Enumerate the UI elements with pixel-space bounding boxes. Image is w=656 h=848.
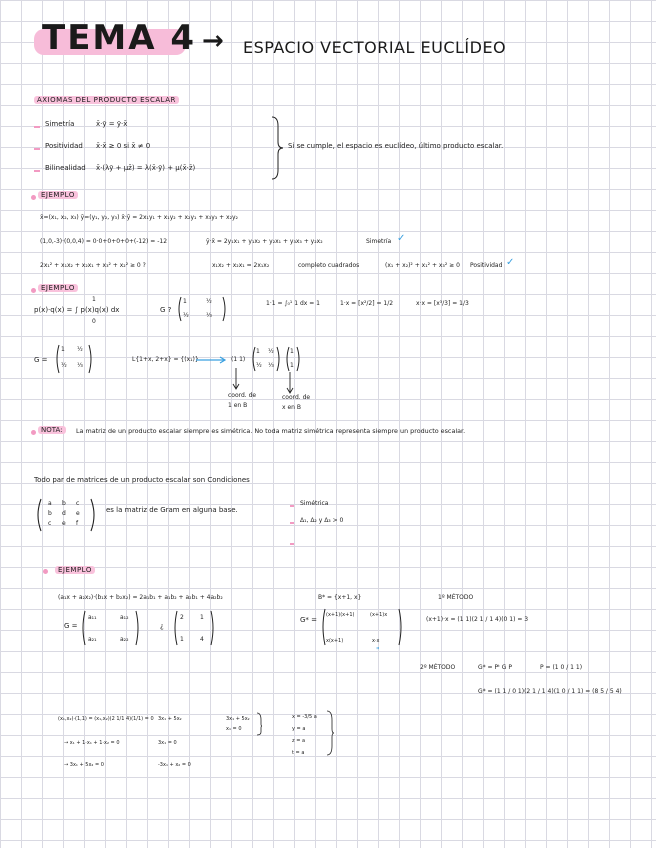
ejemplo1-line3a: 2x₁² + x₁x₂ + x₂x₁ + x₃² + x₂² ≥ 0 ? — [40, 262, 146, 269]
nota-bullet — [31, 430, 36, 435]
ejemplo2-label-text: EJEMPLO — [38, 284, 78, 292]
gram-intro: Todo par de matrices de un producto escalar son Condiciones — [34, 476, 250, 484]
system-c2-2: -3x₁ + x₂ = 0 — [158, 762, 191, 768]
matrix-bracket-left — [80, 610, 86, 646]
check-icon-1: ✓ — [397, 233, 406, 244]
system-line3: → 3x₁ + 5x₂ = 0 — [64, 762, 104, 768]
system-sol-0: x = -3/5 a — [292, 714, 317, 720]
ejemplo2-Gm12: ½ — [77, 346, 83, 353]
ejemplo1-label — [38, 191, 78, 199]
title-arrow-icon: → — [202, 26, 224, 56]
matrix-bracket-right — [222, 296, 228, 322]
ejemplo2-L-vec: (1 1) — [231, 356, 246, 363]
ejemplo3-P-eq: P = (1 0 / 1 1) — [540, 664, 583, 671]
ejemplo3-G2m22: 4 — [200, 636, 204, 643]
ejemplo2-G-label: G ? — [160, 306, 172, 314]
ejemplo3-Gstar-m22: x·x — [372, 638, 380, 644]
ejemplo2-int1: 1·1 = ∫₀¹ 1 dx = 1 — [266, 300, 320, 307]
ejemplo3-label — [55, 566, 95, 574]
system-c3-1: x₁ = 0 — [226, 726, 242, 732]
axiom-dash-2 — [34, 148, 40, 150]
ejemplo1-line2a: (1,0,-3)·(0,0,4) = 0·0+0+0+0+(-12) = -12 — [40, 238, 168, 245]
ejemplo1-line3b: x₁x₂ + x₂x₁ = 2x₁x₂ — [212, 262, 270, 269]
ejemplo3-metodo1: 1º MÉTODO — [438, 594, 474, 601]
axiom-formula-3: x̄·(λȳ + μz̄) = λ(x̄·ȳ) + μ(x̄·z̄) — [96, 164, 196, 172]
matrix-bracket-right — [135, 610, 141, 646]
ejemplo3-G2m12: 1 — [200, 614, 204, 621]
ejemplo2-Lm21: ½ — [256, 362, 262, 369]
ejemplo2-Lm11: 1 — [256, 348, 260, 355]
arrow-right-icon — [196, 356, 228, 364]
matrix-bracket-left — [176, 296, 182, 322]
gram-cond-dash-2 — [290, 522, 294, 524]
ejemplo1-label-text: EJEMPLO — [38, 191, 78, 199]
ejemplo3-eq1: (x+1)·x = (1 1)(2 1 / 1 4)(0 1) = 3 — [426, 616, 529, 623]
ejemplo2-formula: p(x)·q(x) = ∫ p(x)q(x) dx — [34, 306, 120, 314]
ejemplo2-L-label: L{1+x, 2+x} = {(x₁)} — [132, 356, 199, 363]
nota-text: La matriz de un producto escalar siempre es simétrica. No toda matriz simétrica representa siempre un producto escalar. — [76, 427, 466, 435]
system-c2-1: 3x₁ = 0 — [158, 740, 177, 746]
ejemplo3-Gstar-m12: (x+1)x — [370, 612, 388, 618]
gram-m33: f — [76, 520, 79, 527]
ejemplo2-G-m12: ½ — [206, 298, 212, 305]
gram-m21: b — [48, 510, 52, 517]
ejemplo2-limit-top: 1 — [92, 296, 96, 303]
ejemplo1-bullet — [31, 195, 36, 200]
ejemplo2-G-m21: ½ — [183, 312, 189, 319]
axiom-formula-1: x̄·ȳ = ȳ·x̄ — [96, 120, 128, 128]
matrix-bracket-right — [210, 610, 216, 646]
arrow-down-icon — [286, 372, 294, 394]
ejemplo3-Gm12: a₁₂ — [120, 614, 129, 621]
ejemplo3-m2formula: G* = Pᵗ G P — [478, 664, 512, 671]
ejemplo2-Gm11: 1 — [61, 346, 65, 353]
ejemplo2-bullet — [31, 288, 36, 293]
gram-m22: d — [62, 510, 66, 517]
ejemplo2-vec-bot: 1 — [290, 362, 294, 369]
ejemplo1-line1: x̄=(x₁, x₂, x₃) ȳ=(y₁, y₂, y₃) x̄·ȳ = 2x₁y₁ + x₁y₂ + x₂y₁ + x₃y₃ + x₂y₂ — [40, 214, 238, 221]
gram-m13: c — [76, 500, 80, 507]
ejemplo2-coord1: coord. de — [228, 392, 257, 399]
gram-cond-dash-1 — [290, 505, 294, 507]
gram-cond2: Δ₁, Δ₂ y Δ₃ > 0 — [300, 517, 344, 524]
ejemplo1-line3d: (x₁ + x₂)² + x₁² + x₃² ≥ 0 — [385, 262, 460, 269]
arrow-down-icon — [232, 368, 240, 390]
system-sol-3: t = a — [292, 750, 305, 756]
axiom-name-1: Simetría — [45, 120, 75, 128]
ejemplo3-G2m11: 2 — [180, 614, 184, 621]
ejemplo2-coord2b: x en B — [282, 404, 301, 411]
ejemplo3-G2-label: ¿ — [160, 622, 164, 630]
axiom-formula-2: x̄·x̄ ≥ 0 si x̄ ≠ 0 — [96, 142, 151, 150]
axiom-name-3: Bilinealidad — [45, 164, 86, 172]
nota-label — [38, 426, 66, 434]
ejemplo2-G-m22: ⅓ — [206, 312, 212, 319]
ejemplo2-Gm22: ⅓ — [77, 362, 83, 369]
ejemplo3-Bstar: B* = {x+1, x} — [318, 594, 362, 601]
ejemplo2-G-m11: 1 — [183, 298, 187, 305]
ejemplo1-line3e: Positividad — [470, 262, 503, 269]
ejemplo2-int2: 1·x = [x²/2] = 1/2 — [340, 300, 394, 307]
axioms-heading-text: AXIOMAS DEL PRODUCTO ESCALAR — [34, 96, 179, 104]
system-c2-0: 3x₁ + 5x₂ — [158, 716, 182, 722]
ejemplo3-metodo2: 2º MÉTODO — [420, 664, 456, 671]
ejemplo2-limit-bottom: 0 — [92, 318, 96, 325]
page-title: TEMA 4 — [42, 18, 197, 58]
nota-label-text: NOTA: — [38, 426, 66, 434]
gram-m31: c — [48, 520, 52, 527]
system-sol-1: y = a — [292, 726, 306, 732]
ejemplo3-Gfinal: G* = (1 1 / 0 1)(2 1 / 1 4)(1 0 / 1 1) = (8 5 / 5 4) — [478, 688, 622, 695]
check-icon-2: ✓ — [506, 257, 515, 268]
ejemplo2-Lm22: ⅓ — [268, 362, 274, 369]
matrix-bracket-right — [90, 498, 98, 532]
ejemplo3-line1: (a₁x + a₂x₂)·(b₁x + b₂x₂) = 2a₁b₁ + a₁b₂ + a₂b₁ + 4a₂b₂ — [58, 594, 223, 601]
axioms-brace-icon — [270, 116, 284, 180]
ejemplo3-Gstar-m11: (x+1)(x+1) — [326, 612, 355, 618]
ejemplo3-Gm22: a₂₂ — [120, 636, 129, 643]
axiom-name-2: Positividad — [45, 142, 83, 150]
system-sol-2: z = a — [292, 738, 306, 744]
matrix-bracket-left — [34, 498, 42, 532]
ejemplo1-line2b: ȳ·x̄ = 2y₁x₁ + y₁x₂ + y₂x₁ + y₃x₃ + y₂x₂ — [206, 238, 323, 245]
matrix-bracket-right — [398, 608, 404, 646]
axioms-conclusion: Si se cumple, el espacio es euclídeo, último producto escalar. — [288, 142, 504, 150]
ejemplo2-int3: x·x = [x³/3] = 1/3 — [416, 300, 469, 307]
matrix-bracket-left — [172, 610, 178, 646]
gram-desc: es la matriz de Gram en alguna base. — [106, 506, 238, 514]
ejemplo1-line3c: completo cuadrados — [298, 262, 360, 269]
matrix-bracket-right — [296, 346, 302, 372]
axiom-dash-3 — [34, 170, 40, 172]
matrix-bracket-right — [276, 346, 282, 372]
ejemplo3-label-text: EJEMPLO — [55, 566, 95, 574]
matrix-bracket-right — [88, 344, 94, 374]
axiom-dash-1 — [34, 126, 40, 128]
page-subtitle: ESPACIO VECTORIAL EUCLÍDEO — [243, 38, 507, 57]
system-line2: → x₁ + 1·x₁ + 1·x₂ = 0 — [64, 740, 120, 746]
gram-cond1: Simétrica — [300, 500, 329, 507]
system-c3-0: 3x₁ + 5x₂ — [226, 716, 250, 722]
gram-m12: b — [62, 500, 66, 507]
solution-brace-icon — [326, 710, 334, 756]
ejemplo2-vec-top: 1 — [290, 348, 294, 355]
ejemplo3-G-eq: G = — [64, 622, 78, 630]
ejemplo2-coord2: coord. de — [282, 394, 311, 401]
ejemplo3-equal-mark: " — [376, 646, 380, 655]
ejemplo2-G-eq: G = — [34, 356, 48, 364]
ejemplo2-Lm12: ½ — [268, 348, 274, 355]
ejemplo2-Gm21: ½ — [61, 362, 67, 369]
gram-m23: e — [76, 510, 80, 517]
ejemplo1-line2c: Simetría — [366, 238, 392, 245]
gram-m11: a — [48, 500, 52, 507]
ejemplo3-Gstar: G* = — [300, 616, 318, 624]
system-line1: (x₁,x₂)·(1,1) = (x₁,x₂)(2 1/1 4)(1/1) = 0 — [58, 716, 154, 722]
ejemplo3-Gstar-m21: x(x+1) — [326, 638, 344, 644]
ejemplo3-Gm11: a₁₁ — [88, 614, 97, 621]
axioms-heading — [34, 96, 179, 104]
gram-m32: e — [62, 520, 66, 527]
ejemplo2-coord1b: 1 en B — [228, 402, 248, 409]
ejemplo3-G2m21: 1 — [180, 636, 184, 643]
ejemplo2-label — [38, 284, 78, 292]
matrix-bracket-left — [54, 344, 60, 374]
ejemplo3-bullet — [43, 569, 48, 574]
system-brace-icon — [256, 712, 262, 736]
gram-cond-dash-3 — [290, 543, 294, 545]
ejemplo3-Gm21: a₂₁ — [88, 636, 97, 643]
